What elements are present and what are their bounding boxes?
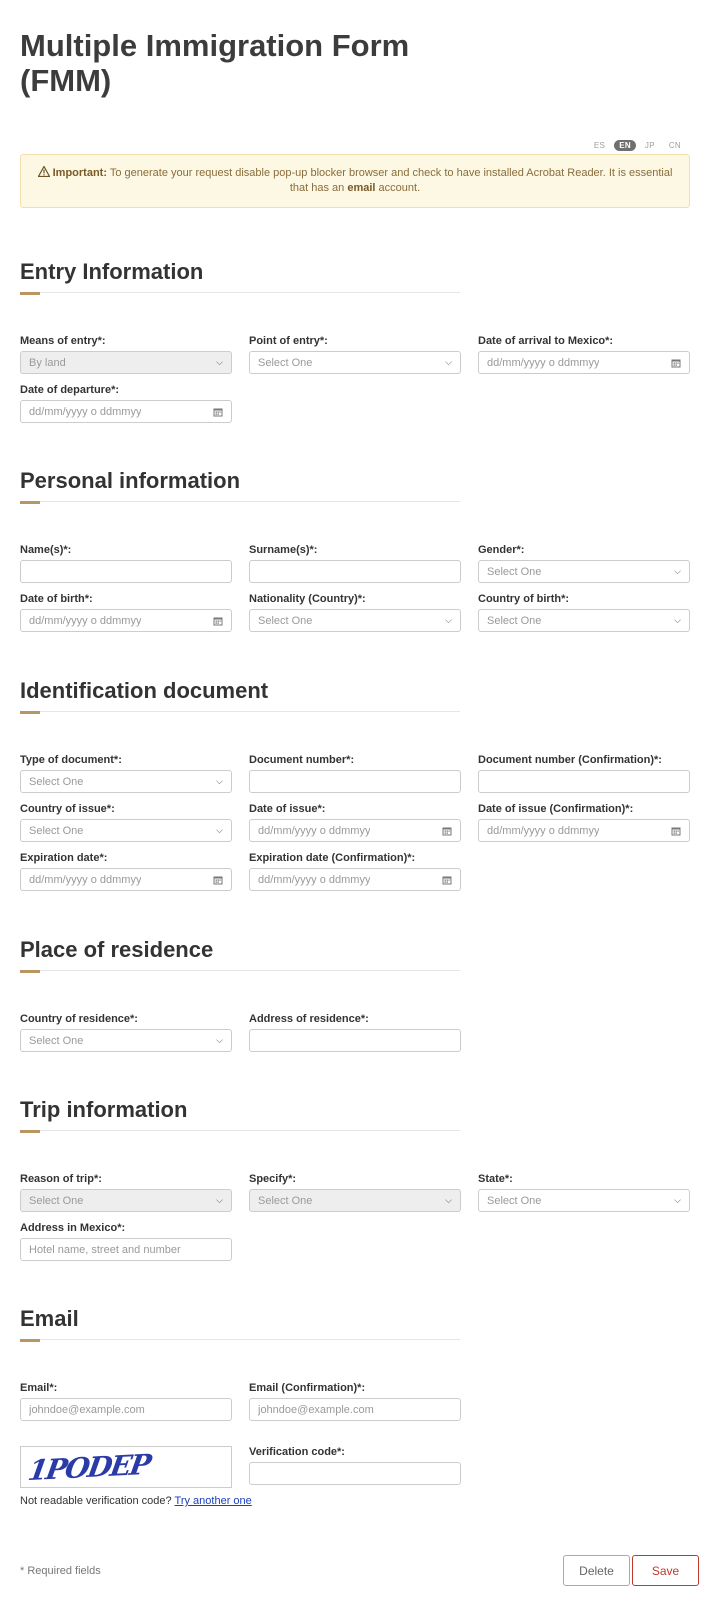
issue-country-label: Country of issue*: [20,803,115,815]
save-button[interactable]: Save [632,1555,699,1586]
issue-country-value: Select One [29,824,84,837]
issue-date-confirm-placeholder: dd/mm/yyyy o ddmmyy [487,824,600,837]
gender-label: Gender*: [478,544,525,556]
document-number-confirm-label: Document number (Confirmation)*: [478,754,662,766]
document-number-confirm-input[interactable] [478,770,690,793]
names-input[interactable] [20,560,232,583]
surnames-input[interactable] [249,560,461,583]
section-accent [20,711,40,714]
mexico-address-input[interactable] [20,1238,232,1261]
email-confirm-label: Email (Confirmation)*: [249,1382,366,1394]
names-label: Name(s)*: [20,544,72,556]
point-of-entry-select[interactable] [249,351,461,374]
birth-country-select[interactable] [478,609,690,632]
email-placeholder: johndoe@example.com [29,1403,145,1416]
captcha-retry [20,1495,252,1507]
state-value: Select One [487,1194,542,1207]
verification-code-label: Verification code*: [249,1446,345,1458]
gender-select[interactable] [478,560,690,583]
calendar-icon[interactable] [671,826,681,836]
birth-date-placeholder: dd/mm/yyyy o ddmmyy [29,614,142,627]
departure-date-placeholder: dd/mm/yyyy o ddmmyy [29,405,142,418]
arrival-date-input[interactable] [478,351,690,374]
point-of-entry-label: Point of entry*: [249,335,328,347]
section-accent [20,1339,40,1342]
document-number-input[interactable] [249,770,461,793]
section-divider [20,1339,460,1340]
state-label: State*: [478,1173,513,1185]
calendar-icon[interactable] [213,407,223,417]
trip-reason-value: Select One [29,1194,84,1207]
section-accent [20,970,40,973]
surnames-label: Surname(s)*: [249,544,318,556]
section-divider [20,711,460,712]
section-divider [20,1130,460,1131]
residence-address-label: Address of residence*: [249,1013,369,1025]
calendar-icon[interactable] [442,875,452,885]
expiration-date-confirm-label: Expiration date (Confirmation)*: [249,852,416,864]
issue-country-select[interactable] [20,819,232,842]
section-title-entry: Entry Information [20,259,204,284]
lang-jp[interactable]: JP [644,141,655,150]
chevron-down-icon: ⌵ [216,1035,223,1045]
document-type-select[interactable] [20,770,232,793]
means-of-entry-label: Means of entry*: [20,335,106,347]
residence-country-select[interactable] [20,1029,232,1052]
chevron-down-icon: ⌵ [445,615,452,625]
chevron-down-icon: ⌵ [674,615,681,625]
warning-icon [38,166,50,177]
mexico-address-label: Address in Mexico*: [20,1222,126,1234]
email-field[interactable] [20,1398,232,1421]
alert-email: email [347,182,376,194]
point-of-entry-value: Select One [258,356,313,369]
email-label: Email*: [20,1382,58,1394]
section-accent [20,501,40,504]
section-divider [20,970,460,971]
section-accent [20,1130,40,1133]
state-select[interactable] [478,1189,690,1212]
expiration-date-label: Expiration date*: [20,852,108,864]
chevron-down-icon: ⌵ [674,566,681,576]
arrival-date-placeholder: dd/mm/yyyy o ddmmyy [487,356,600,369]
trip-specify-label: Specify*: [249,1173,297,1185]
birth-country-value: Select One [487,614,542,627]
section-title-trip: Trip information [20,1097,188,1122]
section-title-personal: Personal information [20,468,241,493]
document-type-value: Select One [29,775,84,788]
nationality-value: Select One [258,614,313,627]
departure-date-label: Date of departure*: [20,384,120,396]
page-title: Multiple Immigration Form (FMM) [20,28,410,98]
residence-country-value: Select One [29,1034,84,1047]
section-title-email: Email [20,1306,79,1331]
trip-reason-label: Reason of trip*: [20,1173,102,1185]
calendar-icon[interactable] [671,358,681,368]
residence-country-label: Country of residence*: [20,1013,138,1025]
calendar-icon[interactable] [213,616,223,626]
section-title-identification: Identification document [20,678,269,703]
expiration-date-confirm-placeholder: dd/mm/yyyy o ddmmyy [258,873,371,886]
verification-code-input[interactable] [249,1462,461,1485]
section-divider [20,501,460,502]
mexico-address-placeholder: Hotel name, street and number [29,1243,181,1256]
email-confirm-placeholder: johndoe@example.com [258,1403,374,1416]
lang-en[interactable]: EN [614,140,636,151]
trip-specify-value: Select One [258,1194,313,1207]
captcha-text: 1PODEP [25,1447,152,1488]
alert-text-1: To generate your request disable pop-up blocker browser and check to have installed Acrobat Reader. It is essential that has an [107,167,673,194]
chevron-down-icon: ⌵ [216,357,223,367]
chevron-down-icon: ⌵ [216,825,223,835]
required-fields-note: * Required fields [20,1565,101,1577]
nationality-select[interactable] [249,609,461,632]
expiration-date-placeholder: dd/mm/yyyy o ddmmyy [29,873,142,886]
chevron-down-icon: ⌵ [445,357,452,367]
document-type-label: Type of document*: [20,754,122,766]
chevron-down-icon: ⌵ [674,1195,681,1205]
departure-date-input[interactable] [20,400,232,423]
issue-date-placeholder: dd/mm/yyyy o ddmmyy [258,824,371,837]
try-another-link[interactable]: Try another one [174,1495,252,1507]
section-accent [20,292,40,295]
chevron-down-icon: ⌵ [216,1195,223,1205]
issue-date-input[interactable] [249,819,461,842]
means-of-entry-select[interactable] [20,351,232,374]
birth-date-label: Date of birth*: [20,593,93,605]
alert-strong: Important: [52,167,108,179]
gender-value: Select One [487,565,542,578]
expiration-date-input[interactable] [20,868,232,891]
captcha-image [20,1446,232,1488]
means-of-entry-value: By land [29,356,66,369]
nationality-label: Nationality (Country)*: [249,593,366,605]
section-title-residence: Place of residence [20,937,214,962]
important-alert [20,154,690,208]
email-confirm-field[interactable] [249,1398,461,1421]
issue-date-label: Date of issue*: [249,803,326,815]
alert-text-2: account. [375,182,421,194]
language-switcher [589,140,686,151]
birth-date-input[interactable] [20,609,232,632]
retry-text: Not readable verification code? [20,1495,172,1507]
issue-date-confirm-input[interactable] [478,819,690,842]
lang-es[interactable]: ES [593,141,606,150]
arrival-date-label: Date of arrival to Mexico*: [478,335,614,347]
chevron-down-icon: ⌵ [445,1195,452,1205]
calendar-icon[interactable] [213,875,223,885]
document-number-label: Document number*: [249,754,355,766]
calendar-icon[interactable] [442,826,452,836]
lang-cn[interactable]: CN [668,141,681,150]
birth-country-label: Country of birth*: [478,593,570,605]
trip-reason-select[interactable] [20,1189,232,1212]
chevron-down-icon: ⌵ [216,776,223,786]
residence-address-input[interactable] [249,1029,461,1052]
expiration-date-confirm-input[interactable] [249,868,461,891]
delete-button[interactable]: Delete [563,1555,630,1586]
section-divider [20,292,460,293]
trip-specify-select[interactable] [249,1189,461,1212]
issue-date-confirm-label: Date of issue (Confirmation)*: [478,803,634,815]
